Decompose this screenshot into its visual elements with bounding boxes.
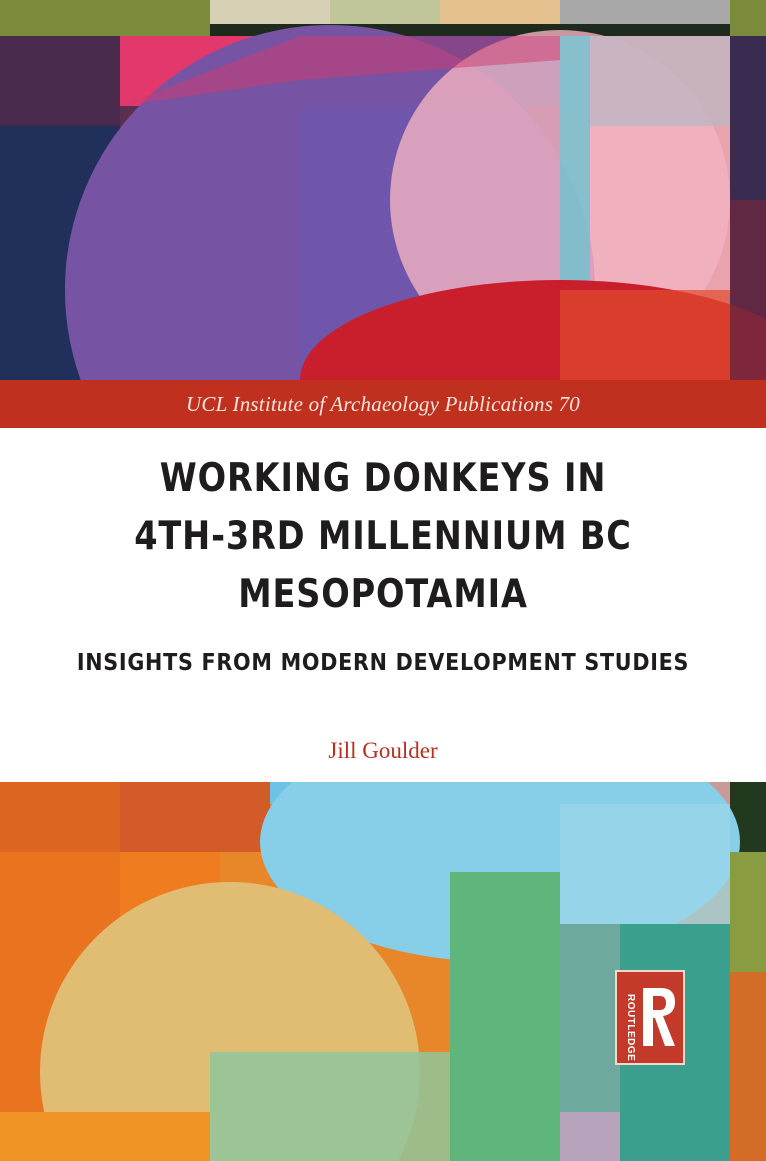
book-title-line-1: WORKING DONKEYS IN <box>159 456 607 501</box>
series-title: UCL Institute of Archaeology Publications 70 <box>186 391 580 416</box>
title-area <box>0 428 766 782</box>
publisher-name: ROUTLEDGE <box>625 994 636 1062</box>
book-title-line-3: MESOPOTAMIA <box>238 572 528 617</box>
cover-artwork-top <box>0 0 766 380</box>
author-name: Jill Goulder <box>328 738 438 763</box>
routledge-r-icon <box>639 982 679 1054</box>
book-subtitle: INSIGHTS FROM MODERN DEVELOPMENT STUDIES <box>76 650 690 676</box>
book-title-line-2: 4TH-3RD MILLENNIUM BC <box>134 514 632 559</box>
series-band <box>0 380 766 428</box>
publisher-logo <box>615 970 685 1065</box>
